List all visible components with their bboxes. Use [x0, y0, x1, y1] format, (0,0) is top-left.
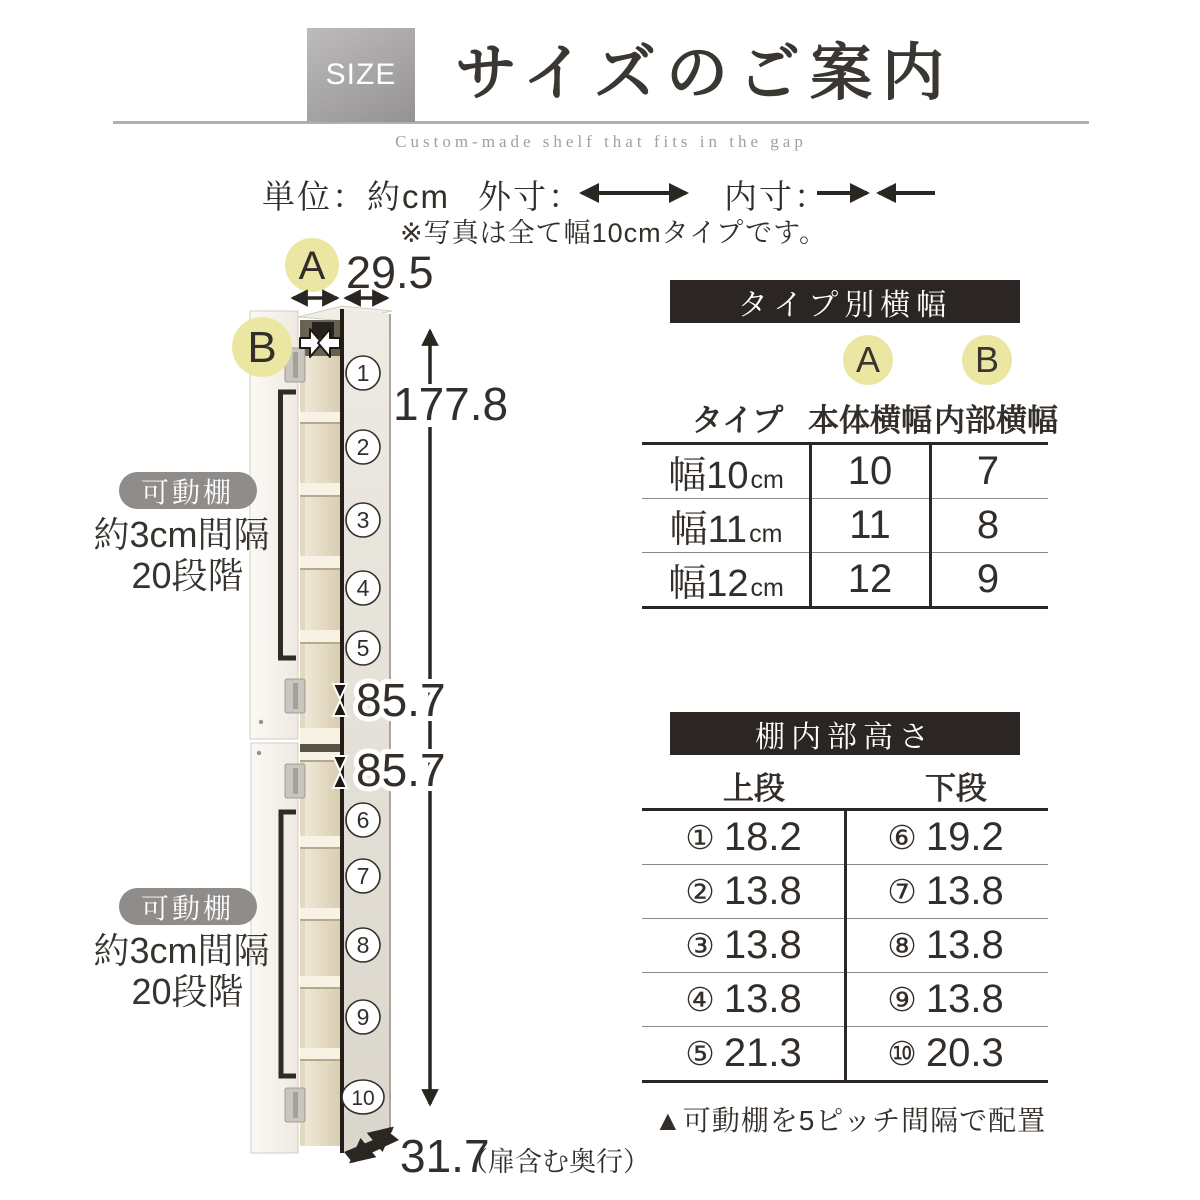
height-dimension: 177.8 — [393, 378, 509, 430]
width-dimension: 29.5 — [346, 247, 434, 298]
width-table-title: タイプ別横幅 — [670, 280, 1020, 323]
col-upper: 上段 — [723, 771, 785, 806]
photo-note: ※写真は全て幅10cmタイプです。 — [400, 218, 827, 248]
shelf-no: ③ — [685, 927, 715, 964]
marker-b: B — [247, 323, 277, 372]
col-inner-width: 内部横幅 — [934, 403, 1058, 438]
table-row — [642, 498, 1048, 552]
type-cell: 幅12 — [668, 563, 749, 605]
shelf-no: ① — [685, 819, 715, 856]
table-row — [642, 445, 1048, 498]
height-table-note: ▲可動棚を5ピッチ間隔で配置 — [654, 1105, 1047, 1136]
depth-dimension: 31.7 — [400, 1130, 490, 1182]
width-table-markers — [640, 323, 1050, 395]
depth-note: （扉含む奥行） — [461, 1147, 650, 1177]
shelf-no: ⑧ — [887, 927, 917, 964]
outer-dimension-label: 外寸： — [478, 178, 583, 215]
size-tag: SIZE — [307, 28, 415, 122]
svg-text:3: 3 — [356, 507, 370, 533]
col-type: タイプ — [691, 403, 784, 438]
shelf-no: ⑤ — [685, 1035, 715, 1072]
unit-label: 単位：約cm — [262, 178, 450, 215]
height-value: 19.2 — [925, 815, 1004, 859]
svg-text:4: 4 — [356, 575, 370, 601]
height-value: 21.3 — [723, 1031, 802, 1075]
subtitle: Custom-made shelf that fits in the gap — [395, 132, 807, 151]
shelf-no: ⑦ — [887, 873, 917, 910]
movable-shelf-steps: 20段階 — [131, 971, 244, 1012]
shelf-no: ⑥ — [887, 819, 917, 856]
inner-width-cell: 8 — [976, 503, 1000, 547]
height-value: 13.8 — [925, 923, 1004, 967]
height-value: 13.8 — [723, 869, 802, 913]
shelf-diagram — [60, 235, 680, 1200]
table-row — [642, 552, 1048, 606]
height-value: 13.8 — [723, 977, 802, 1021]
marker-a: A — [298, 244, 326, 288]
svg-text:2: 2 — [356, 434, 370, 460]
height-table — [640, 712, 1050, 1139]
width-table-header — [640, 395, 1058, 442]
inner-dimension-label: 内寸： — [724, 178, 829, 215]
shelf-no: ⑩ — [887, 1035, 917, 1072]
body-width-cell: 10 — [847, 449, 893, 493]
svg-text:8: 8 — [356, 932, 370, 958]
body-width-cell: 12 — [847, 557, 893, 601]
shelf-no: ② — [685, 873, 715, 910]
height-value: 13.8 — [925, 869, 1004, 913]
height-value: 18.2 — [723, 815, 802, 859]
unit-cell: cm — [750, 574, 784, 602]
height-table-header — [640, 755, 1050, 808]
width-table-grid — [642, 442, 1048, 609]
inner-width-cell: 9 — [976, 557, 1000, 601]
body-width-cell: 11 — [849, 503, 891, 547]
inner-width-cell: 7 — [976, 449, 1000, 493]
svg-text:5: 5 — [356, 635, 370, 661]
svg-text:9: 9 — [356, 1004, 370, 1030]
svg-text:6: 6 — [356, 807, 370, 833]
height-value: 13.8 — [723, 923, 802, 967]
outer-dimension-arrow-icon — [575, 180, 693, 206]
lower-inner-height: 85.7 — [356, 744, 446, 796]
cabinet-front-edge — [340, 309, 344, 1153]
height-value: 13.8 — [925, 977, 1004, 1021]
shelf-no: ⑨ — [887, 981, 917, 1018]
width-table — [640, 280, 1058, 609]
inner-dimension-arrow-icon — [815, 180, 937, 206]
height-value: 20.3 — [925, 1031, 1004, 1075]
shelf-no: ④ — [685, 981, 715, 1018]
movable-shelf-steps: 20段階 — [131, 555, 244, 596]
unit-cell: cm — [749, 520, 783, 548]
movable-shelf-badge: 可動棚 — [119, 472, 257, 509]
svg-text:10: 10 — [351, 1087, 375, 1110]
svg-text:7: 7 — [356, 863, 370, 889]
col-body-width: 本体横幅 — [808, 403, 932, 438]
marker-b-circle: B — [962, 335, 1012, 385]
height-table-grid — [642, 808, 1048, 1083]
unit-cell: cm — [750, 466, 784, 494]
page-title: サイズのご案内 — [455, 39, 955, 108]
type-cell: 幅10 — [668, 455, 749, 497]
movable-shelf-badge: 可動棚 — [119, 888, 257, 925]
cabinet-illustration — [250, 306, 399, 1162]
movable-shelf-caption-upper — [85, 472, 290, 597]
col-lower: 下段 — [925, 771, 987, 806]
upper-inner-height: 85.7 — [356, 674, 446, 726]
movable-shelf-pitch: 約3cm間隔 — [93, 930, 270, 971]
marker-a-circle: A — [843, 335, 893, 385]
svg-text:1: 1 — [356, 360, 370, 386]
movable-shelf-pitch: 約3cm間隔 — [93, 514, 270, 555]
type-cell: 幅11 — [669, 509, 748, 551]
height-table-title: 棚内部高さ — [670, 712, 1020, 755]
movable-shelf-caption-lower — [85, 888, 290, 1013]
